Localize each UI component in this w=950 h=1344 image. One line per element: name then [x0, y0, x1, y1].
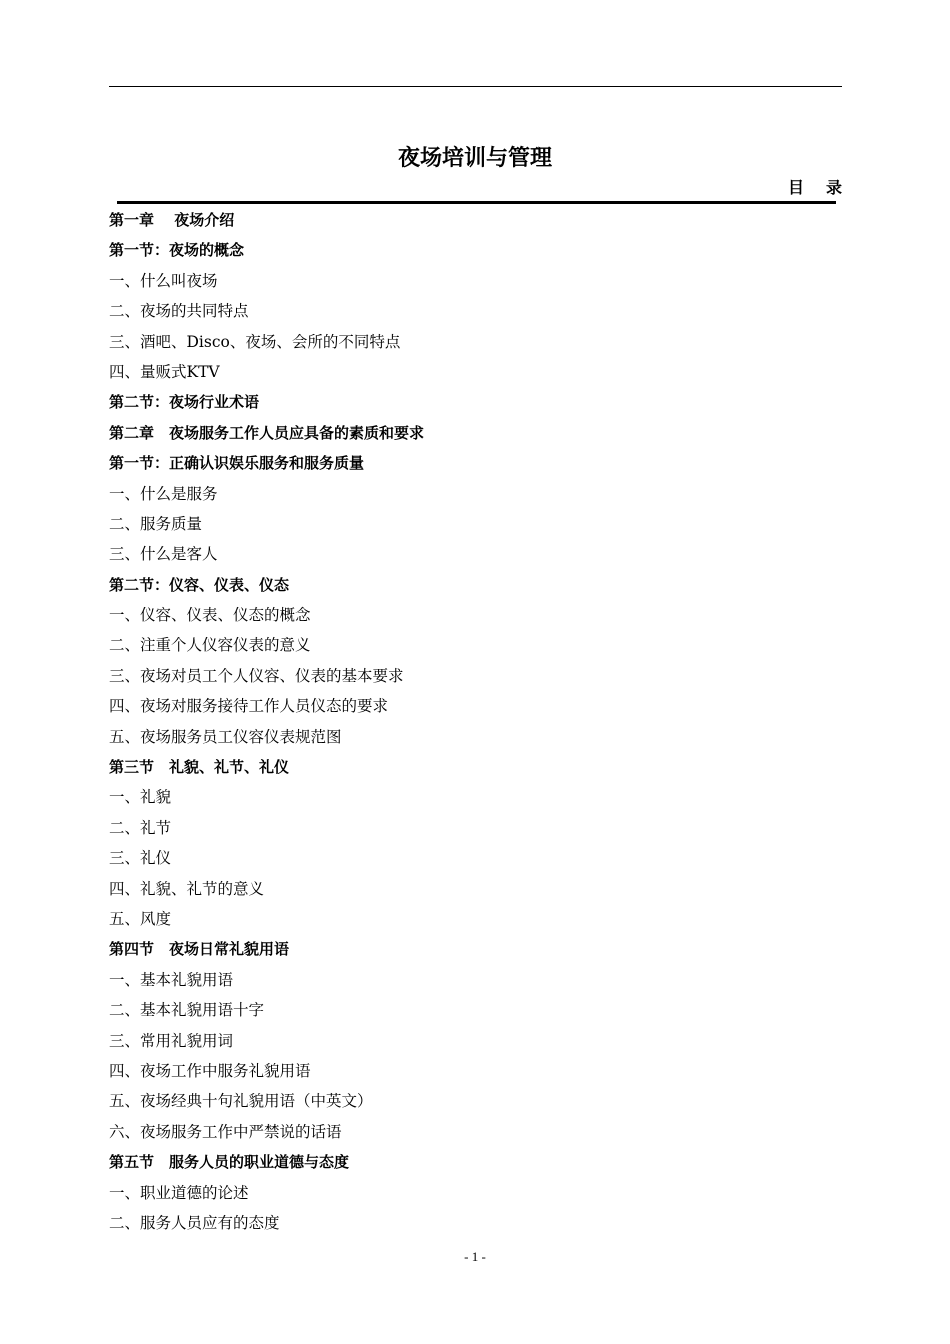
toc-section-heading[interactable]: 第四节 夜场日常礼貌用语: [109, 940, 290, 959]
toc-entry[interactable]: 一、什么叫夜场: [109, 271, 218, 290]
toc-heading: 目录: [787, 178, 864, 197]
toc-entry[interactable]: 六、夜场服务工作中严禁说的话语: [109, 1122, 342, 1141]
toc-entry[interactable]: 一、什么是服务: [109, 484, 218, 503]
toc-entry[interactable]: 三、什么是客人: [109, 545, 218, 564]
page-number: - 1 -: [464, 1249, 486, 1264]
toc-entry[interactable]: 二、服务人员应有的态度: [109, 1213, 280, 1232]
document-title: 夜场培训与管理: [397, 146, 552, 171]
toc-entry[interactable]: 三、夜场对员工个人仪容、仪表的基本要求: [109, 666, 404, 685]
toc-entry[interactable]: 五、夜场服务员工仪容仪表规范图: [109, 727, 342, 746]
toc-entry[interactable]: 一、基本礼貌用语: [109, 970, 234, 989]
toc-entry[interactable]: 四、夜场工作中服务礼貌用语: [109, 1061, 311, 1080]
toc-entry[interactable]: 二、夜场的共同特点: [109, 302, 249, 321]
toc-section-heading[interactable]: 第二章 夜场服务工作人员应具备的素质和要求: [109, 423, 425, 442]
toc-section-heading[interactable]: 第一章 夜场介绍: [109, 211, 235, 229]
toc-entry[interactable]: 一、礼貌: [109, 788, 172, 807]
toc-section-heading[interactable]: 第一节：夜场的概念: [109, 241, 245, 260]
toc-rule: [117, 201, 836, 204]
table-of-contents: [109, 205, 842, 1238]
toc-entry[interactable]: 二、注重个人仪容仪表的意义: [109, 636, 311, 655]
toc-entry[interactable]: 二、服务质量: [109, 514, 203, 533]
toc-entry[interactable]: 二、礼节: [109, 818, 172, 837]
toc-section-heading[interactable]: 第二节：仪容、仪表、仪态: [109, 575, 290, 594]
toc-entry[interactable]: 四、夜场对服务接待工作人员仪态的要求: [109, 697, 389, 716]
toc-entry[interactable]: 二、基本礼貌用语十字: [109, 1001, 265, 1020]
toc-entry[interactable]: 四、礼貌、礼节的意义: [109, 879, 265, 898]
toc-entry[interactable]: 五、夜场经典十句礼貌用语（中英文）: [109, 1092, 373, 1111]
toc-section-heading[interactable]: 第一节：正确认识娱乐服务和服务质量: [109, 454, 365, 473]
toc-entry[interactable]: 五、风度: [109, 909, 172, 928]
toc-entry[interactable]: 一、职业道德的论述: [109, 1183, 249, 1202]
header-rule: [109, 86, 842, 87]
toc-section-heading[interactable]: 第二节：夜场行业术语: [109, 393, 260, 412]
toc-entry[interactable]: 四、量贩式KTV: [109, 362, 220, 381]
toc-section-heading[interactable]: 第三节 礼貌、礼节、礼仪: [109, 758, 290, 777]
toc-entry[interactable]: 三、常用礼貌用词: [109, 1031, 234, 1050]
toc-entry[interactable]: 三、酒吧、Disco、夜场、会所的不同特点: [109, 332, 401, 351]
toc-entry[interactable]: 一、仪容、仪表、仪态的概念: [109, 606, 311, 625]
toc-section-heading[interactable]: 第五节 服务人员的职业道德与态度: [109, 1153, 350, 1172]
toc-entry[interactable]: 三、礼仪: [109, 849, 172, 868]
